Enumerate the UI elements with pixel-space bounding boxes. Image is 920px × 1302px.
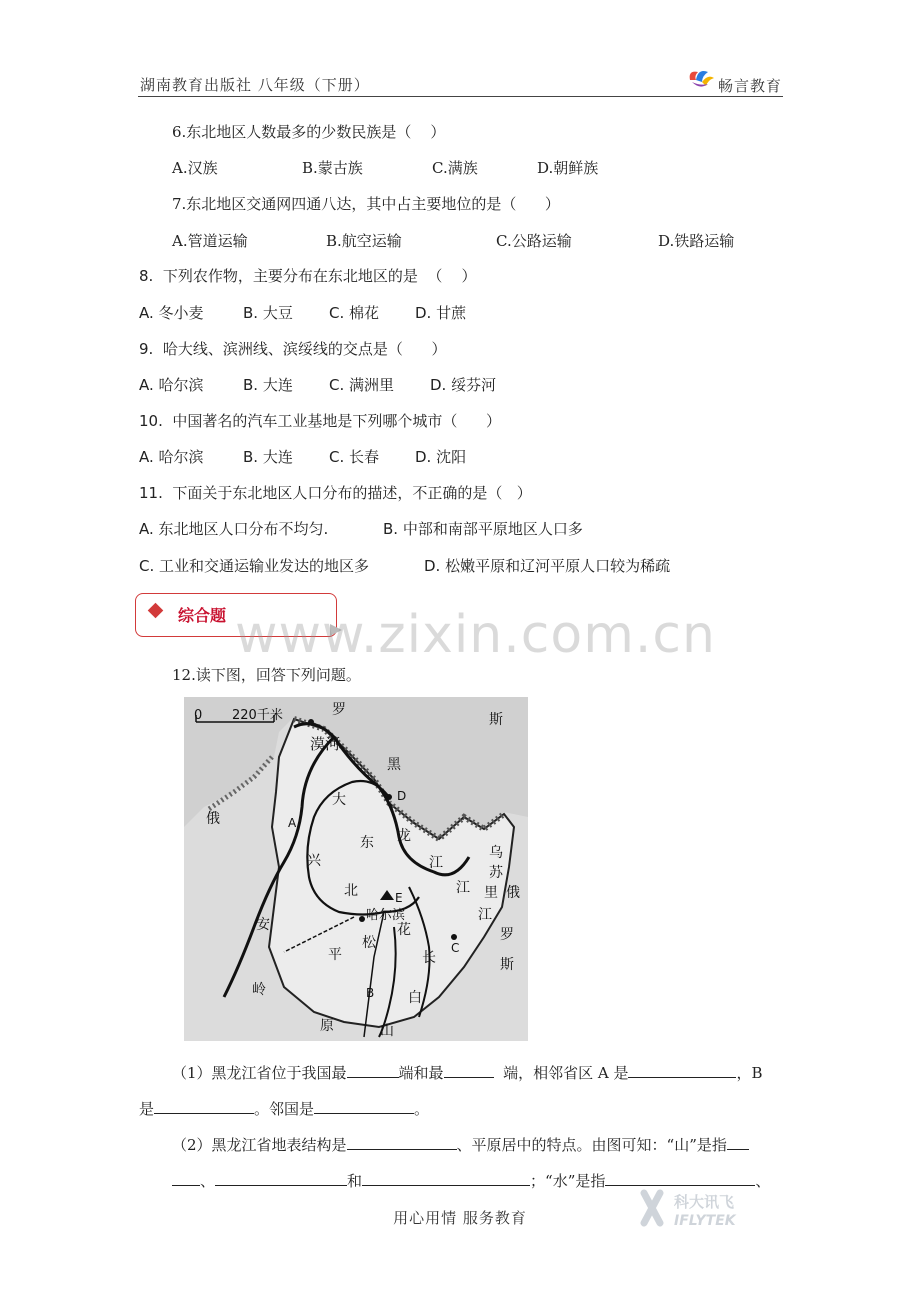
q7-option-c: C.公路运输 (496, 232, 572, 250)
q10-option-d: D. 沈阳 (415, 448, 467, 466)
iflytek-logo (640, 1185, 780, 1231)
map-label-bei: 北 (344, 883, 358, 899)
map-label-hua: 花 (397, 922, 411, 938)
q8-option-d: D. 甘蔗 (415, 304, 467, 322)
q6-option-b: B.蒙古族 (302, 159, 363, 177)
map-label-an: 安 (256, 917, 270, 933)
answer-blank[interactable] (172, 1171, 200, 1186)
map-label-jiang1: 江 (429, 855, 443, 871)
q12-sub2-text3: 、 (200, 1172, 216, 1190)
answer-blank[interactable] (362, 1171, 530, 1186)
answer-blank[interactable] (314, 1099, 414, 1114)
q12-sub1-line1 (172, 1062, 763, 1083)
question-9-stem: 9. 哈大线、滨洲线、滨绥线的交点是（ ） (139, 340, 447, 358)
q7-option-a: A.管道运输 (172, 232, 248, 250)
q9-option-c: C. 满洲里 (329, 376, 395, 394)
q12-sub2-text4: 和 (347, 1172, 363, 1190)
answer-blank[interactable] (154, 1099, 254, 1114)
map-label-a: A (288, 816, 297, 830)
q12-sub1-text5: 是 (139, 1100, 155, 1118)
map-label-chang: 长 (422, 950, 436, 966)
map-label-b: B (366, 986, 375, 1000)
answer-blank[interactable] (444, 1063, 494, 1078)
iflytek-en: IFLYTEK (674, 1213, 736, 1229)
heilongjiang-map (184, 697, 528, 1041)
brand-name: 畅言教育 (718, 77, 783, 95)
map-label-xing: 兴 (307, 853, 321, 869)
iflytek-cn: 科大讯飞 (674, 1193, 735, 1211)
map-label-su: 苏 (489, 865, 503, 881)
q12-sub1-text4: ，B (736, 1064, 763, 1082)
q9-option-b: B. 大连 (243, 376, 293, 394)
q12-sub2-text2: 、平原居中的特点。由图可知：“山”是指 (456, 1136, 727, 1154)
q12-sub2-line1 (172, 1134, 749, 1155)
q10-option-c: C. 长春 (329, 448, 380, 466)
answer-blank[interactable] (347, 1135, 457, 1150)
map-label-da: 大 (332, 792, 346, 808)
map-label-long: 龙 (397, 828, 411, 844)
map-label-yuan: 原 (320, 1018, 334, 1034)
map-label-jiang3: 江 (478, 907, 492, 923)
map-label-song: 松 (362, 935, 376, 951)
brand-bird-icon (686, 66, 716, 90)
answer-blank[interactable] (727, 1135, 749, 1150)
q6-option-c: C.满族 (432, 159, 478, 177)
q12-sub2-text5: ；“水”是指 (530, 1172, 606, 1190)
q11-option-b: B. 中部和南部平原地区人口多 (383, 520, 583, 538)
q12-sub1-text3: 端，相邻省区 A 是 (493, 1064, 629, 1082)
map-label-jiang2: 江 (456, 880, 470, 896)
q7-option-d: D.铁路运输 (658, 232, 735, 250)
answer-blank[interactable] (347, 1063, 399, 1078)
map-label-e2: 俄 (506, 885, 520, 901)
map-label-hei: 黑 (387, 757, 401, 773)
q11-option-c: C. 工业和交通运输业发达的地区多 (139, 557, 370, 575)
answer-blank[interactable] (628, 1063, 736, 1078)
map-label-luo: 罗 (332, 702, 346, 718)
q12-sub1-text1: （1）黑龙江省位于我国最 (172, 1064, 347, 1082)
map-label-shan: 山 (380, 1023, 394, 1039)
footer-slogan: 用心用情 服务教育 (393, 1209, 527, 1227)
q12-sub1-text7: 。 (414, 1100, 430, 1118)
map-label-si2: 斯 (500, 957, 514, 973)
map-label-bai: 白 (408, 990, 422, 1006)
q12-sub1-text6: 。邻国是 (254, 1100, 315, 1118)
q12-sub1-text2: 端和最 (398, 1064, 444, 1082)
map-label-dong: 东 (360, 835, 374, 851)
q10-option-b: B. 大连 (243, 448, 293, 466)
map-label-d: D (397, 789, 407, 803)
map-scale: 220千米 (232, 708, 283, 723)
answer-blank[interactable] (215, 1171, 347, 1186)
question-12-stem: 12.读下图，回答下列问题。 (172, 666, 361, 684)
question-8-stem: 8. 下列农作物，主要分布在东北地区的是 （ ） (139, 267, 477, 285)
q8-option-b: B. 大豆 (243, 304, 293, 322)
question-6-stem: 6.东北地区人数最多的少数民族是（ ） (172, 123, 446, 141)
q12-sub2-text1: （2）黑龙江省地表结构是 (172, 1136, 347, 1154)
map-label-mohe: 漠河 (310, 735, 341, 753)
q8-option-c: C. 棉花 (329, 304, 380, 322)
map-label-luo2: 罗 (500, 927, 514, 943)
map-label-c: C (451, 941, 460, 955)
q9-option-d: D. 绥芬河 (430, 376, 497, 394)
q7-option-b: B.航空运输 (326, 232, 402, 250)
watermark: www.zixin.com.cn (235, 605, 716, 665)
question-7-stem: 7.东北地区交通网四通八达，其中占主要地位的是（ ） (172, 195, 560, 213)
map-label-e: E (395, 891, 403, 905)
q11-option-a: A. 东北地区人口分布不均匀. (139, 520, 329, 538)
map-label-li: 里 (484, 885, 498, 901)
q10-option-a: A. 哈尔滨 (139, 448, 204, 466)
question-11-stem: 11. 下面关于东北地区人口分布的描述，不正确的是（ ） (139, 484, 532, 502)
q6-option-d: D.朝鲜族 (537, 159, 599, 177)
q11-option-d: D. 松嫩平原和辽河平原人口较为稀疏 (424, 557, 671, 575)
question-10-stem: 10. 中国著名的汽车工业基地是下列哪个城市（ ） (139, 412, 502, 430)
map-label-si: 斯 (489, 712, 503, 728)
q8-option-a: A. 冬小麦 (139, 304, 204, 322)
map-label-ling: 岭 (252, 982, 266, 998)
map-label-e-ru: 俄 (206, 811, 220, 827)
map-scale-zero: 0 (194, 708, 203, 723)
q9-option-a: A. 哈尔滨 (139, 376, 204, 394)
section-title: 综合题 (178, 606, 227, 625)
answer-blank[interactable] (605, 1171, 755, 1186)
map-label-ping: 平 (328, 947, 342, 963)
header-divider (138, 96, 783, 97)
map-label-haerbin: 哈尔滨 (366, 908, 406, 923)
map-label-wu: 乌 (489, 845, 503, 861)
q12-sub2-text6: 、 (755, 1172, 771, 1190)
publisher-header: 湖南教育出版社 八年级（下册） (140, 76, 370, 94)
q6-option-a: A.汉族 (172, 159, 218, 177)
q12-sub1-line2 (139, 1098, 429, 1119)
